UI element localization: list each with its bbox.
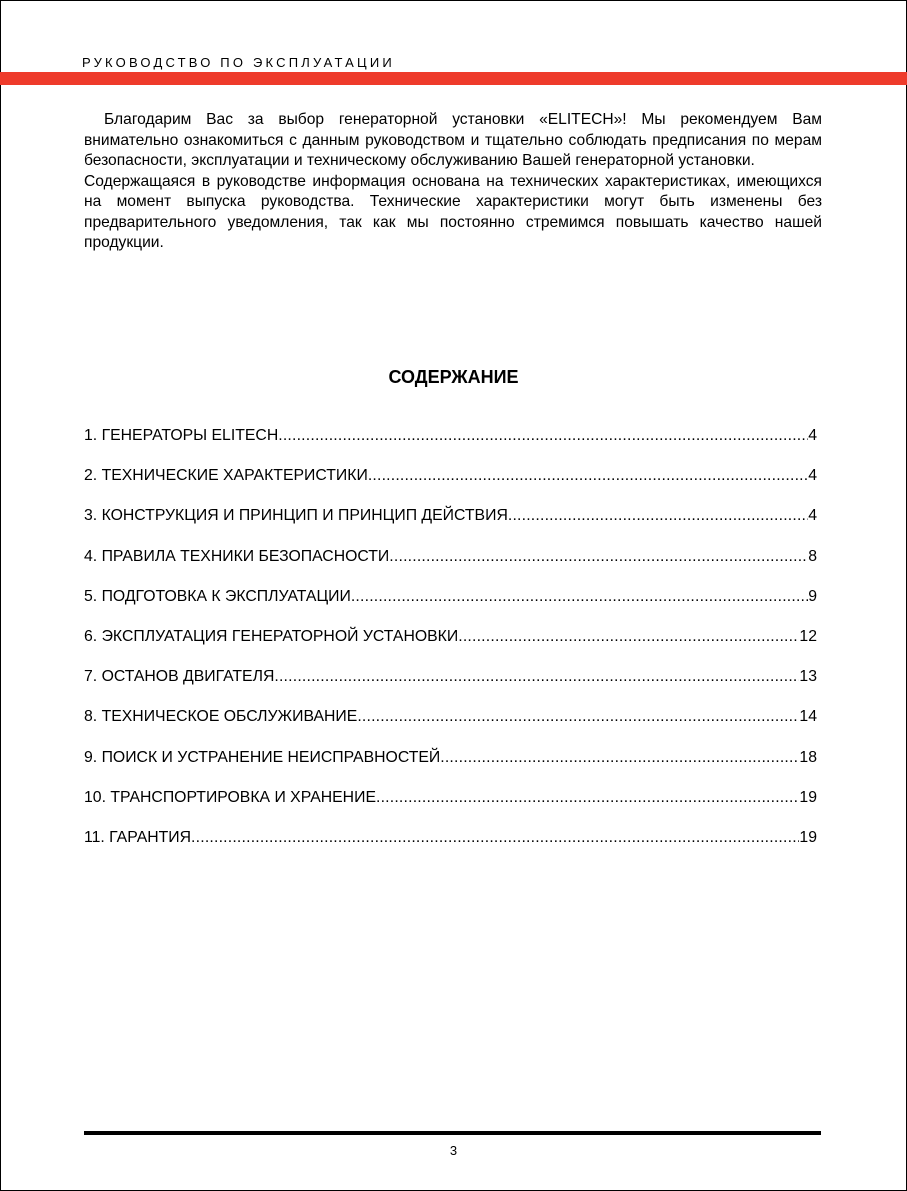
toc-item-page: 4	[808, 507, 817, 525]
toc-item-label: 6. ЭКСПЛУАТАЦИЯ ГЕНЕРАТОРНОЙ УСТАНОВКИ	[84, 627, 459, 645]
toc-item[interactable]	[84, 427, 817, 467]
intro-paragraph-1: Благодарим Вас за выбор генераторной установки «ELITECH»! Мы рекомендуем Вам внимательно ознакомиться с данным руководством и тщательно соблюдать предписания по мерам безопасности, эксплуатации и техническому обслуживанию Вашей генераторной установки.	[84, 111, 822, 169]
toc-item-label: 11. ГАРАНТИЯ	[84, 828, 192, 846]
toc-item-page: 8	[808, 547, 817, 565]
header-accent-bar	[0, 72, 907, 85]
toc-item-page: 18	[799, 748, 817, 766]
toc-item-label: 8. ТЕХНИЧЕСКОЕ ОБСЛУЖИВАНИЕ	[84, 708, 358, 726]
toc-item-label: 9. ПОИСК И УСТРАНЕНИЕ НЕИСПРАВНОСТЕЙ	[84, 748, 441, 766]
toc-dot-leader	[191, 829, 799, 847]
intro-text	[84, 110, 822, 254]
toc-item-page: 4	[808, 467, 817, 485]
toc-heading: СОДЕРЖАНИЕ	[388, 367, 519, 387]
toc-item[interactable]	[84, 829, 817, 869]
toc-item[interactable]	[84, 628, 817, 668]
toc-item-page: 4	[808, 427, 817, 444]
toc-item-page: 19	[799, 788, 817, 806]
toc-item-label: 5. ПОДГОТОВКА К ЭКСПЛУАТАЦИИ	[84, 587, 351, 605]
toc-dot-leader	[351, 588, 808, 606]
table-of-contents	[84, 427, 817, 869]
toc-dot-leader	[357, 708, 799, 726]
toc-item-page: 9	[808, 587, 817, 605]
toc-item[interactable]	[84, 749, 817, 789]
toc-item-label: 1. ГЕНЕРАТОРЫ ELITECH	[84, 427, 279, 444]
footer-rule	[84, 1131, 821, 1135]
toc-item[interactable]	[84, 507, 817, 547]
toc-dot-leader	[368, 467, 808, 485]
page-number: 3	[449, 1143, 458, 1158]
toc-item[interactable]	[84, 467, 817, 507]
toc-dot-leader	[376, 789, 799, 807]
toc-item-label: 10. ТРАНСПОРТИРОВКА И ХРАНЕНИЕ	[84, 788, 376, 806]
toc-dot-leader	[274, 668, 799, 686]
toc-item-label: 4. ПРАВИЛА ТЕХНИКИ БЕЗОПАСНОСТИ	[84, 547, 390, 565]
toc-item[interactable]	[84, 668, 817, 708]
toc-item[interactable]	[84, 708, 817, 748]
toc-item-label: 2. ТЕХНИЧЕСКИЕ ХАРАКТЕРИСТИКИ	[84, 467, 368, 485]
toc-item-page: 14	[799, 708, 817, 726]
toc-item-label: 7. ОСТАНОВ ДВИГАТЕЛЯ	[84, 668, 275, 686]
toc-item-page: 13	[799, 668, 817, 686]
toc-dot-leader	[278, 427, 808, 445]
toc-item[interactable]	[84, 789, 817, 829]
toc-item-label: 3. КОНСТРУКЦИЯ И ПРИНЦИП И ПРИНЦИП ДЕЙСТВИЯ	[84, 507, 508, 525]
toc-dot-leader	[389, 548, 808, 566]
toc-item-page: 19	[799, 828, 817, 846]
toc-dot-leader	[440, 749, 799, 767]
toc-item[interactable]	[84, 588, 817, 628]
document-header-title: РУКОВОДСТВО ПО ЭКСПЛУАТАЦИИ	[82, 55, 395, 70]
toc-item[interactable]	[84, 548, 817, 588]
intro-paragraph-2: Содержащаяся в руководстве информация основана на технических характеристиках, имеющихся на момент выпуска руководства. Технические характеристики могут быть изменены без предварительного уведомления, так как мы постоянно стремимся повышать качество нашей продукции.	[84, 172, 822, 251]
toc-item-page: 12	[799, 627, 817, 645]
toc-dot-leader	[508, 507, 808, 525]
toc-dot-leader	[458, 628, 799, 646]
